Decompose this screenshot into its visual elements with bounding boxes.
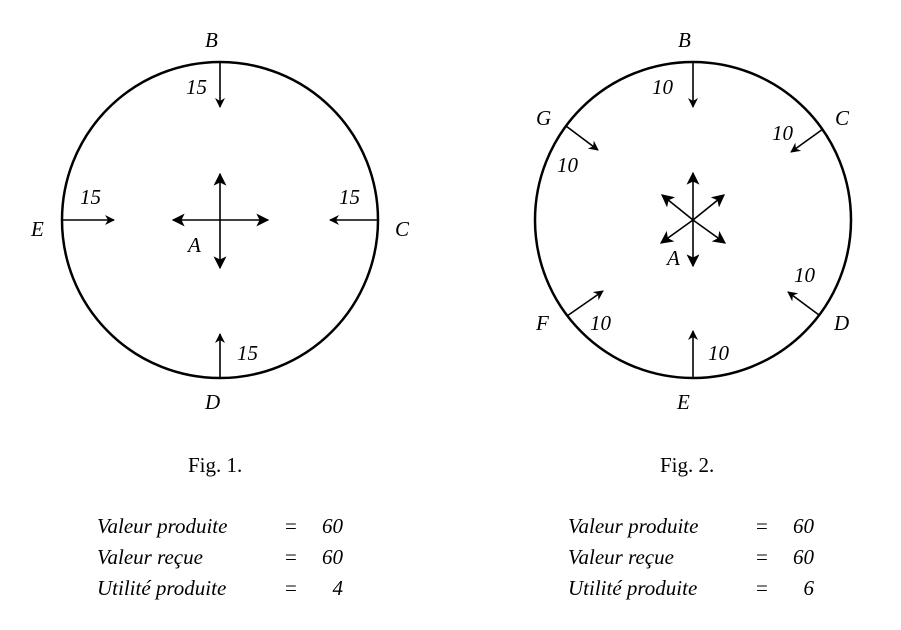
figure-2-flow-value-e: 10 xyxy=(708,341,729,365)
figure-2-flow-value-d: 10 xyxy=(794,263,815,287)
figure-2-stats-equals: = xyxy=(756,545,768,569)
figure-1-point-label-e: E xyxy=(31,217,44,241)
figure-2-flow-arrow-g xyxy=(566,126,598,150)
figure-1-stats-equals: = xyxy=(285,514,297,538)
figure-1-stats-label: Utilité produite xyxy=(97,576,227,600)
figure-1-point-label-d: D xyxy=(205,390,221,414)
figure-2-stats-value: 60 xyxy=(793,545,814,569)
figure-2-point-label-d: D xyxy=(834,311,850,335)
figure-2-flow-value-b: 10 xyxy=(652,75,673,99)
figure-1 xyxy=(30,28,410,477)
figure-1-center-label: A xyxy=(188,233,201,257)
figure-2-flow-arrow-c xyxy=(791,129,823,152)
figure-2-flow-value-f: 10 xyxy=(590,311,611,335)
figure-1-stats-value: 4 xyxy=(332,576,343,600)
figure-1-point-label-b: B xyxy=(205,28,218,52)
figure-1-stats-label: Valeur reçue xyxy=(97,545,203,569)
figure-2-stats-equals: = xyxy=(756,576,768,600)
figure-2-center-arrow-up-right xyxy=(693,195,724,220)
figure-2 xyxy=(535,28,851,477)
figure-1-flow-value-e: 15 xyxy=(80,185,101,209)
figure-2-caption: Fig. 2. xyxy=(660,453,715,477)
figure-2-flow-arrow-d xyxy=(788,292,819,315)
figure-2-point-label-f: F xyxy=(536,311,549,335)
figure-2-point-label-e: E xyxy=(677,390,690,414)
figure-2-stats-label: Utilité produite xyxy=(568,576,698,600)
figure-1-stats-equals: = xyxy=(285,576,297,600)
figure-2-flow-value-c: 10 xyxy=(772,121,793,145)
figure-2-center-arrow-down-right xyxy=(693,220,725,243)
figure-1-stats-value: 60 xyxy=(322,514,343,538)
figure-2-stats-label: Valeur produite xyxy=(568,514,699,538)
figure-2-stats-value: 6 xyxy=(803,576,814,600)
figure-1-stats xyxy=(97,514,347,600)
figure-2-stats-label: Valeur reçue xyxy=(568,545,674,569)
figure-2-point-label-g: G xyxy=(536,106,552,130)
figure-2-point-label-c: C xyxy=(835,106,850,130)
figure-1-caption: Fig. 1. xyxy=(188,453,243,477)
figure-1-point-label-c: C xyxy=(395,217,410,241)
figure-2-flow-value-g: 10 xyxy=(557,153,578,177)
figure-2-stats xyxy=(568,514,818,600)
figure-1-stats-equals: = xyxy=(285,545,297,569)
figure-2-center-arrow-up-left xyxy=(662,195,693,220)
figure-1-stats-label: Valeur produite xyxy=(97,514,228,538)
figure-1-stats-value: 60 xyxy=(322,545,343,569)
figure-1-flow-value-b: 15 xyxy=(186,75,207,99)
figure-2-stats-equals: = xyxy=(756,514,768,538)
figure-2-center-label: A xyxy=(667,246,680,270)
figure-1-flow-value-c: 15 xyxy=(339,185,360,209)
figure-2-stats-value: 60 xyxy=(793,514,814,538)
figure-1-flow-value-d: 15 xyxy=(237,341,258,365)
figure-2-center-arrow-down-left xyxy=(661,220,693,243)
figure-2-point-label-b: B xyxy=(678,28,691,52)
